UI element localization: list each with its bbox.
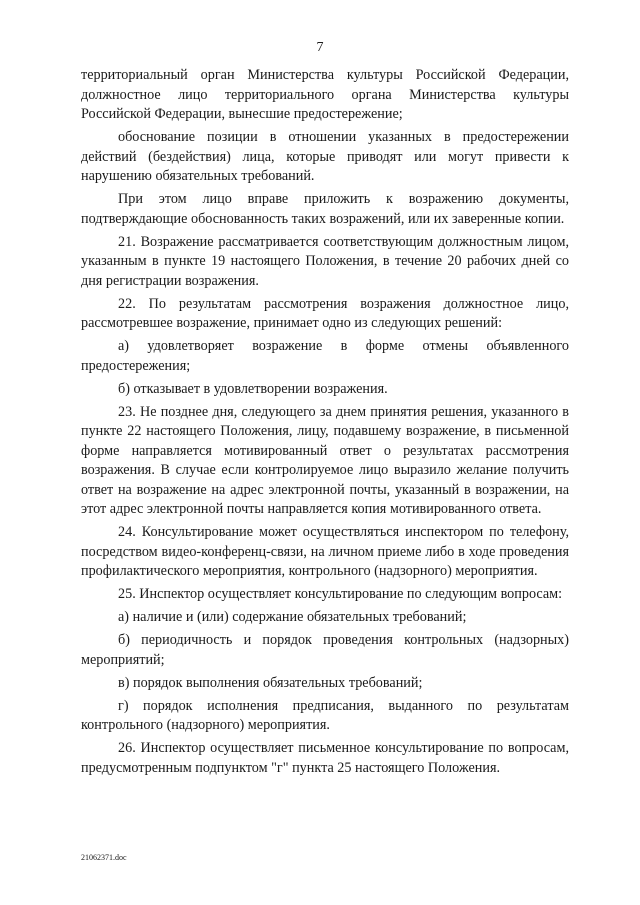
paragraph-item-25-v: в) порядок выполнения обязательных требований;: [118, 674, 423, 691]
paragraph-continuation: территориальный орган Министерства культуры Российской Федерации, должностное лицо территориального органа Министерства культуры Российской Федерации, вынесшие предостережение;: [81, 67, 569, 122]
paragraph-item-22-b: б) отказывает в удовлетворении возражения.: [118, 380, 388, 397]
paragraph-item-22: 22. По результатам рассмотрения возражения должностное лицо, рассмотревшее возражение, принимает одно из следующих решений:: [81, 295, 569, 331]
paragraph-item-23: 23. Не позднее дня, следующего за днем принятия решения, указанного в пункте 22 настоящего Положения, лицу, подавшему возражение, в письменной форме направляется мотивированный ответ о результатах рассмотрения возражения. В случае если контролируемое лицо выразило желание получить ответ на возражение на адрес электронной почты, указанный в возражении, на этот адрес электронной почты направляется копия мотивированного ответа.: [81, 403, 569, 517]
paragraph-item-22-a: а) удовлетворяет возражение в форме отмены объявленного предостережения;: [81, 338, 569, 374]
paragraph-item-25-a: а) наличие и (или) содержание обязательных требований;: [118, 609, 467, 625]
paragraph-item-25-g: г) порядок исполнения предписания, выданного по результатам контрольного (надзорного) мероприятия.: [81, 697, 569, 733]
paragraph-item-25: 25. Инспектор осуществляет консультирование по следующим вопросам:: [118, 586, 563, 602]
page-number: 7: [316, 40, 324, 55]
paragraph-item-21: 21. Возражение рассматривается соответствующим должностным лицом, указанным в пункте 19 настоящего Положения, в течение 20 рабочих дней со дня регистрации возражения.: [81, 233, 569, 289]
paragraph-justification: обоснование позиции в отношении указанных в предостережении действий (бездействия) лица, которые приводят или могут привести к нарушению обязательных требований.: [81, 129, 569, 184]
document-body: [81, 66, 569, 778]
paragraph-item-26: 26. Инспектор осуществляет письменное консультирование по вопросам, предусмотренным подпунктом "г" пункта 25 настоящего Положения.: [81, 740, 569, 776]
paragraph-item-24: 24. Консультирование может осуществляться инспектором по телефону, посредством видео-конференц-связи, на личном приеме либо в ходе проведения профилактического мероприятия, контрольного (надзорного) мероприятия.: [81, 524, 569, 579]
paragraph-item-25-b: б) периодичность и порядок проведения контрольных (надзорных) мероприятий;: [81, 632, 569, 668]
document-file-name: 21062371.doc: [81, 853, 127, 862]
paragraph-attachments: При этом лицо вправе приложить к возражению документы, подтверждающие обоснованность таких возражений, или их заверенные копии.: [81, 191, 569, 227]
